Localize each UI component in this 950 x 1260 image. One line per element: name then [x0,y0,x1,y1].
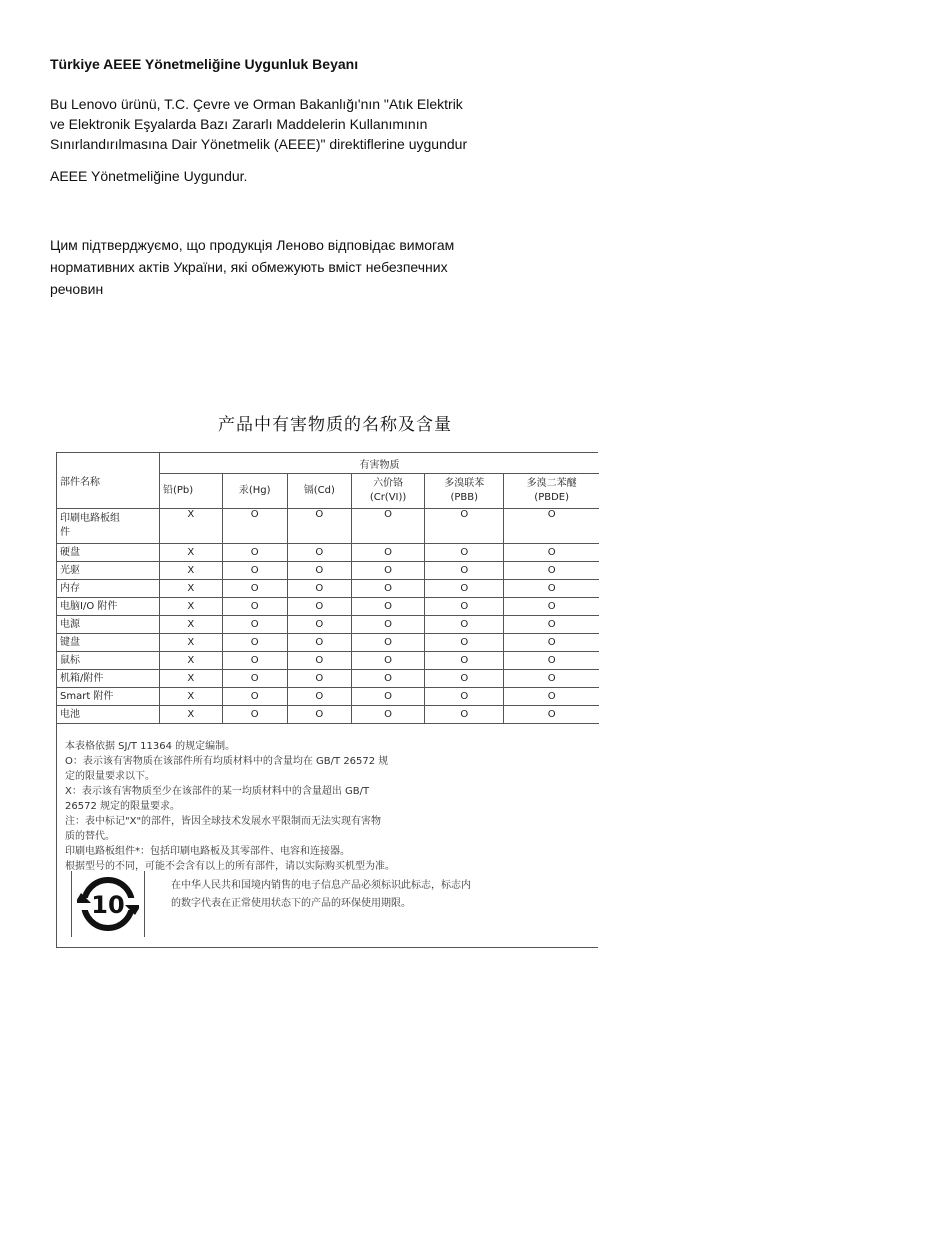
epup-section [71,871,581,937]
substance-symbol: (Cr(VI)) [369,492,407,503]
substance-column-header [287,474,351,509]
part-name-cell [57,509,160,544]
epup-text-line: 的数字代表在正常使用状态下的产品的环保使用期限。 [171,898,411,909]
rohs-table-title: 产品中有害物质的名称及含量 [218,415,452,435]
substance-value-cell: O [222,706,287,724]
part-name: 电脑I/O 附件 [60,600,118,612]
substance-value-cell: O [504,509,599,544]
substance-value-cell: O [351,616,424,634]
substance-value-cell: O [351,688,424,706]
substance-name: 铅(Pb) [163,485,194,496]
part-name-continued: 件 [60,527,70,538]
substance-value-cell: O [504,634,599,652]
substance-value-cell: O [504,670,599,688]
part-name: 印刷电路板组 [60,513,120,524]
table-row [57,562,599,580]
substance-value-cell: O [504,562,599,580]
substance-column-header [222,474,287,509]
substance-value-cell: O [351,509,424,544]
substance-group-header: 有害物质 [160,453,600,474]
substance-value-cell: O [287,706,351,724]
substance-value-cell: O [425,509,504,544]
substance-value-cell: O [504,544,599,562]
part-name: 电池 [60,708,80,720]
substance-value-cell: O [222,616,287,634]
part-name: 内存 [60,582,80,594]
substance-value-cell: O [287,598,351,616]
turkish-body-line: Bu Lenovo ürünü, T.C. Çevre ve Orman Bakanlığı'nın "Atık Elektrik [50,96,463,112]
substance-value-cell: O [287,509,351,544]
note-line: 根据型号的不同，可能不会含有以上的所有部件，请以实际购买机型为准。 [65,861,395,872]
part-name: 硬盘 [60,546,80,558]
table-notes [65,739,585,874]
substance-value-cell: O [425,634,504,652]
substance-value-cell: X [160,706,223,724]
substance-value-cell: X [160,688,223,706]
substance-value-cell: O [351,580,424,598]
substance-value-cell: X [160,580,223,598]
ukrainian-line: нормативних актів України, які обмежують вміст небезпечних [50,259,448,275]
substance-value-cell: O [287,634,351,652]
table-row [57,544,599,562]
substance-value-cell: X [160,634,223,652]
substance-value-cell: O [425,688,504,706]
part-name-cell [57,670,160,688]
table-row [57,509,599,544]
substance-column-header [160,474,223,509]
substance-value-cell: O [504,688,599,706]
substance-value-cell: X [160,562,223,580]
table-row [57,580,599,598]
note-line: 质的替代。 [65,831,115,842]
substance-symbol: (PBDE) [534,492,570,503]
substance-value-cell: O [287,616,351,634]
substance-value-cell: O [425,580,504,598]
part-name: Smart 附件 [60,690,114,702]
substance-value-cell: O [222,544,287,562]
table-row [57,652,599,670]
substance-value-cell: O [287,652,351,670]
part-name-cell [57,562,160,580]
part-name: 鼠标 [60,654,80,666]
note-line: 印刷电路板组件*：包括印刷电路板及其零部件、电容和连接器。 [65,846,350,857]
table-row [57,616,599,634]
substance-value-cell: O [222,509,287,544]
substance-value-cell: O [351,544,424,562]
substance-value-cell: X [160,598,223,616]
part-name: 机箱/附件 [60,672,104,684]
substance-name: 多溴联苯 [444,478,485,489]
substance-column-header [351,474,424,509]
substance-value-cell: O [351,598,424,616]
substance-name: 汞(Hg) [238,485,271,496]
substance-value-cell: O [222,670,287,688]
table-row [57,706,599,724]
substance-value-cell: O [425,562,504,580]
part-name-cell [57,652,160,670]
substance-value-cell: O [425,652,504,670]
part-name-cell [57,688,160,706]
ukrainian-line: Цим підтверджуємо, що продукція Леново відповідає вимогам [50,237,455,253]
substance-value-cell: O [351,634,424,652]
substance-value-cell: O [351,562,424,580]
note-line: X：表示该有害物质至少在该部件的某一均质材料中的含量超出 GB/T [65,786,370,797]
substance-value-cell: O [504,580,599,598]
substance-column-header [504,474,599,509]
part-name: 键盘 [60,636,80,648]
substance-value-cell: O [425,670,504,688]
rohs-table [57,453,599,724]
substance-value-cell: X [160,652,223,670]
substance-value-cell: O [425,616,504,634]
rohs-table-body [57,509,599,724]
turkish-conformity: AEEE Yönetmeliğine Uygundur. [50,168,248,184]
substance-value-cell: O [351,670,424,688]
substance-name: 六价铬 [373,478,404,489]
substance-value-cell: X [160,509,223,544]
table-row [57,598,599,616]
substance-value-cell: O [425,544,504,562]
part-name-cell [57,616,160,634]
substance-value-cell: O [222,562,287,580]
part-name-cell [57,580,160,598]
substance-value-cell: O [287,544,351,562]
part-name-cell [57,544,160,562]
turkish-body-line: Sınırlandırılmasına Dair Yönetmelik (AEEE)" direktiflerine uygundur [50,136,468,152]
substance-value-cell: O [504,706,599,724]
part-name-cell [57,706,160,724]
substance-column-header [425,474,504,509]
epup-logo-box [71,871,145,937]
note-line: 26572 规定的限量要求。 [65,801,180,812]
part-header: 部件名称 [57,453,160,509]
note-line: 定的限量要求以下。 [65,771,155,782]
substance-value-cell: O [287,688,351,706]
part-name-cell [57,598,160,616]
part-name-cell [57,634,160,652]
substance-value-cell: O [504,598,599,616]
epup-recycle-10-icon [77,875,139,933]
substance-value-cell: X [160,544,223,562]
part-name: 电源 [60,618,80,630]
substance-value-cell: O [351,652,424,670]
substance-value-cell: O [222,580,287,598]
substance-name: 多溴二苯醚 [526,478,577,489]
substance-value-cell: O [504,616,599,634]
table-row [57,670,599,688]
substance-value-cell: O [351,706,424,724]
substance-value-cell: O [425,706,504,724]
part-name: 光驱 [60,564,80,576]
table-row [57,634,599,652]
substance-value-cell: O [287,670,351,688]
table-row [57,688,599,706]
note-line: 本表格依据 SJ/T 11364 的规定编制。 [65,741,236,752]
substance-value-cell: O [425,598,504,616]
epup-text-line: 在中华人民共和国境内销售的电子信息产品必须标识此标志，标志内 [171,880,471,891]
substance-value-cell: O [287,562,351,580]
note-line: O：表示该有害物质在该部件所有均质材料中的含量均在 GB/T 26572 规 [65,756,389,767]
ukrainian-body [50,234,570,300]
substance-value-cell: O [222,598,287,616]
rohs-box [56,452,598,948]
substance-value-cell: O [222,652,287,670]
substance-symbol: (PBB) [450,492,479,503]
epup-number: 10 [91,891,125,919]
turkish-body [50,94,570,154]
note-line: 注：表中标记"X"的部件，皆因全球技术发展水平限制而无法实现有害物 [65,816,382,827]
substance-value-cell: X [160,616,223,634]
substance-value-cell: O [222,688,287,706]
substance-value-cell: O [504,652,599,670]
substance-value-cell: O [287,580,351,598]
substance-name: 镉(Cd) [303,485,335,496]
ukrainian-line: речовин [50,281,104,297]
substance-value-cell: O [222,634,287,652]
turkish-title: Türkiye AEEE Yönetmeliğine Uygunluk Beyanı [50,56,359,72]
substance-value-cell: X [160,670,223,688]
epup-text [171,877,601,913]
turkish-body-line: ve Elektronik Eşyalarda Bazı Zararlı Maddelerin Kullanımının [50,116,428,132]
